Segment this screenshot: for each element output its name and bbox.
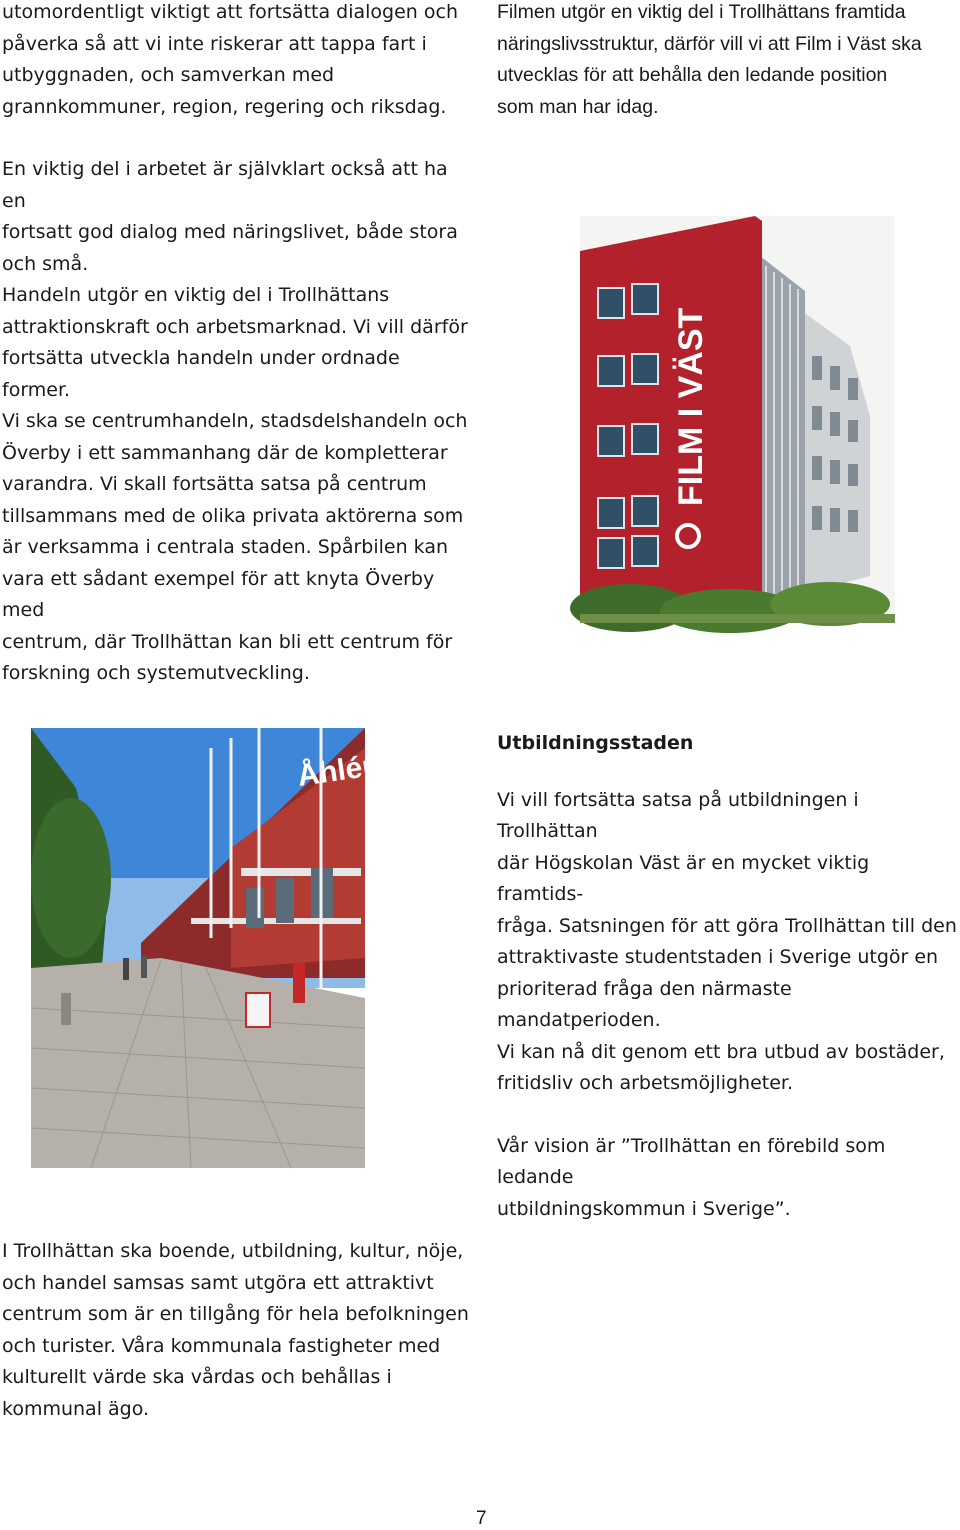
- text-line: där Högskolan Väst är en mycket viktig framtids-: [497, 851, 870, 905]
- text-line: och turister. Våra kommunala fastigheter med: [2, 1334, 441, 1357]
- page-number: 7: [476, 1508, 487, 1529]
- text-line: utomordentligt viktigt att fortsätta dialogen och: [2, 1, 458, 23]
- text-line: En viktig del i arbetet är självklart också att ha en: [2, 158, 448, 212]
- text-line: som man har idag.: [497, 95, 659, 118]
- vision-line: Vår vision är ”Trollhättan en förebild som ledande: [497, 1134, 886, 1188]
- text-line: fråga. Satsningen för att göra Trollhättan till den: [497, 914, 957, 937]
- text-line: och handel samsas samt utgöra ett attraktivt: [2, 1271, 434, 1294]
- text-line: utvecklas för att behålla den ledande position: [497, 64, 888, 86]
- text-line: påverka så att vi inte riskerar att tappa fart i: [2, 32, 427, 55]
- paragraph-trade: [2, 280, 472, 690]
- vision-line: utbildningskommun i Sverige”.: [497, 1197, 791, 1220]
- paragraph-business-dialogue: [2, 154, 472, 280]
- text-line: attraktionskraft och arbetsmarknad. Vi vill därför: [2, 315, 468, 338]
- text-column-left-top: [2, 0, 472, 123]
- paragraph-town-centre: [2, 1236, 472, 1425]
- text-line: fortsatt god dialog med näringslivet, både stora: [2, 221, 458, 243]
- store-sign-text: Åhléns: [295, 746, 400, 793]
- text-line: attraktivaste studentstaden i Sverige utgör en: [497, 946, 939, 968]
- building-sign-text: FILM I VÄST: [672, 307, 710, 506]
- education-section: [497, 728, 960, 1225]
- pedestrian-street-photo: [31, 728, 400, 1168]
- text-line: prioriterad fråga den närmaste mandatperioden.: [497, 977, 792, 1031]
- text-line: kommunal ägo.: [2, 1397, 150, 1420]
- text-line: forskning och systemutveckling.: [2, 662, 310, 684]
- text-line: Vi vill fortsätta satsa på utbildningen i Trollhättan: [497, 788, 859, 842]
- text-line: varandra. Vi skall fortsätta satsa på centrum: [2, 473, 427, 495]
- text-line: Vi ska se centrumhandeln, stadsdelshandeln och: [2, 410, 468, 432]
- text-line: är verksamma i centrala staden. Spårbilen kan: [2, 536, 449, 558]
- text-line: fortsätta utveckla handeln under ordnade former.: [2, 347, 400, 401]
- text-line: utbyggnaden, och samverkan med: [2, 64, 335, 86]
- text-line: näringslivsstruktur, därför vill vi att Film i Väst ska: [497, 32, 922, 55]
- text-line: vara ett sådant exempel för att knyta Överby med: [2, 567, 435, 621]
- text-line: tillsammans med de olika privata aktörerna som: [2, 504, 464, 527]
- text-line: kulturellt värde ska vårdas och behållas i: [2, 1366, 392, 1388]
- text-line: centrum, där Trollhättan kan bli ett centrum för: [2, 630, 453, 653]
- text-line: Filmen utgör en viktig del i Trollhättans framtida: [497, 1, 906, 23]
- text-line: centrum som är en tillgång för hela befolkningen: [2, 1303, 469, 1325]
- text-line: Vi kan nå dit genom ett bra utbud av bostäder,: [497, 1040, 945, 1063]
- text-line: I Trollhättan ska boende, utbildning, kultur, nöje,: [2, 1240, 464, 1262]
- text-line: fritidsliv och arbetsmöjligheter.: [497, 1072, 794, 1094]
- text-line: Överby i ett sammanhang där de kompletterar: [2, 441, 448, 464]
- text-line: och små.: [2, 252, 89, 275]
- text-line: Handeln utgör en viktig del i Trollhättans: [2, 284, 390, 306]
- film-i-vast-building-photo: [580, 216, 895, 623]
- section-heading: Utbildningsstaden: [497, 732, 694, 754]
- text-column-right-top: [497, 0, 960, 123]
- text-line: grannkommuner, region, regering och riksdag.: [2, 95, 447, 118]
